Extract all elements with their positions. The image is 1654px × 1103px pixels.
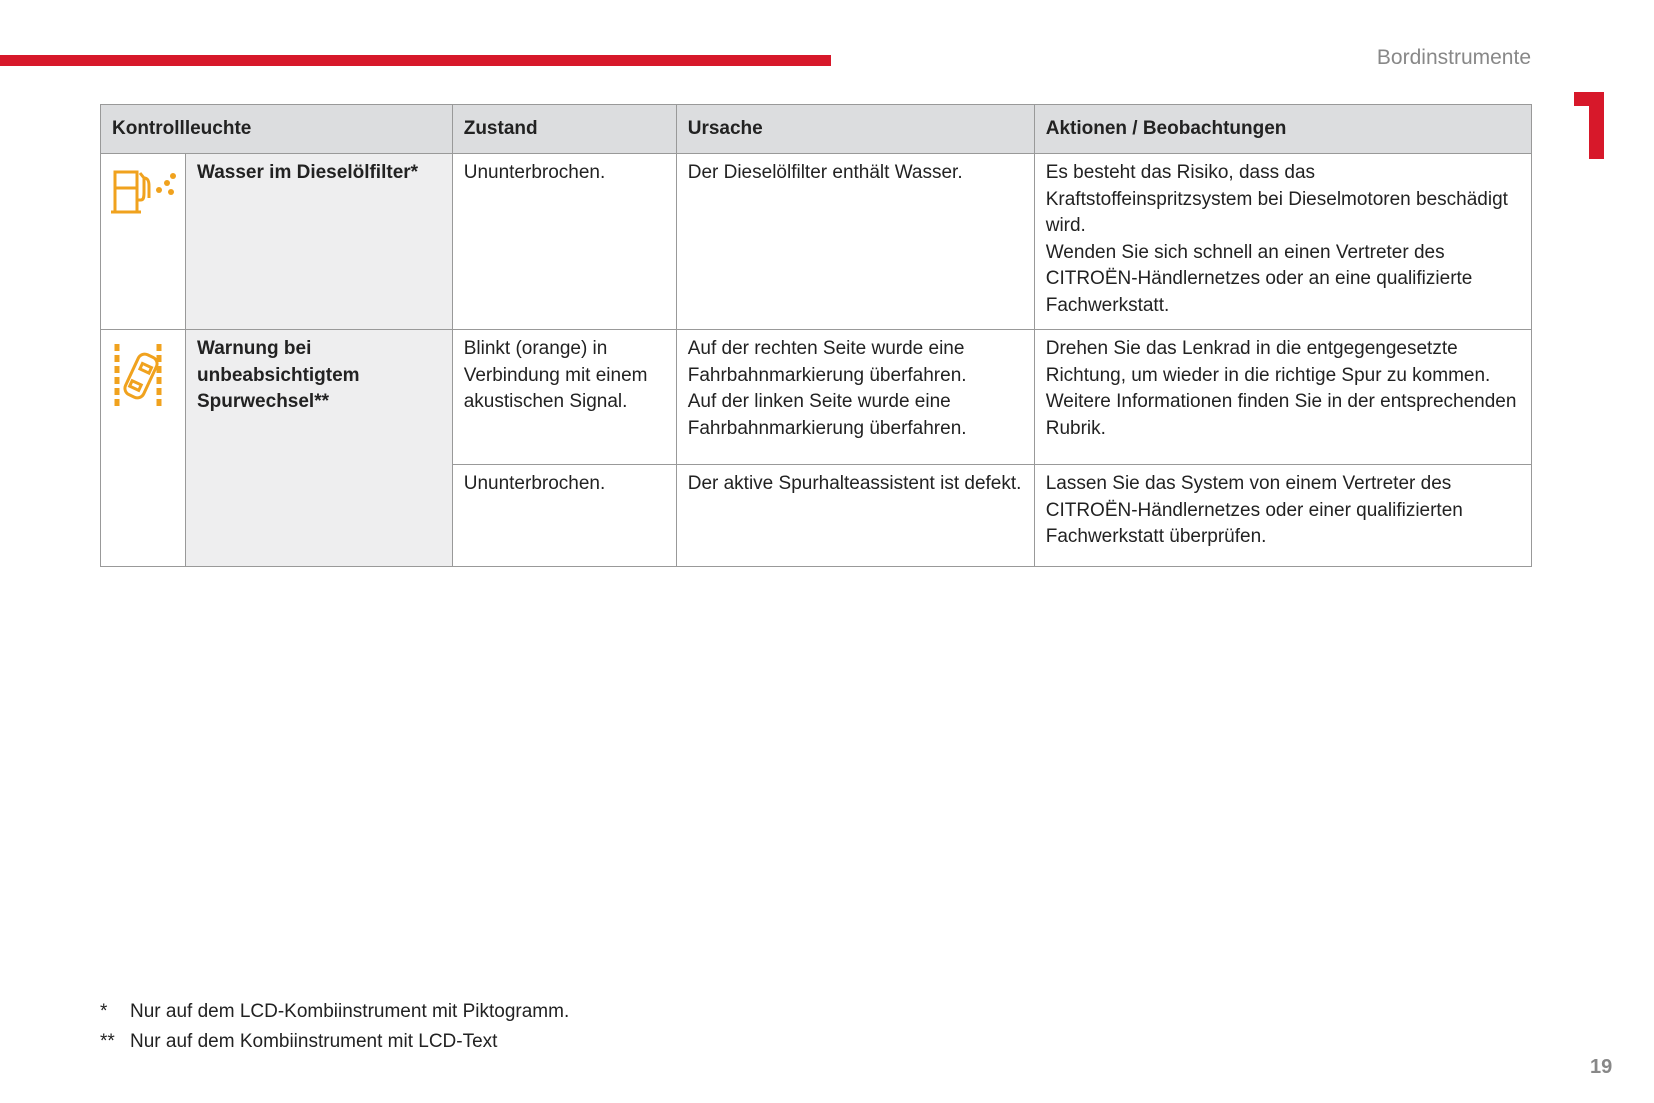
fuel-water-icon	[109, 166, 177, 218]
col-ursache: Ursache	[676, 105, 1034, 154]
aktionen-cell: Lassen Sie das System von einem Vertreter des CITROËN-Händlernetzes oder einer qualifizierten Fachwerkstatt überprüfen.	[1034, 465, 1531, 567]
aktionen-cell: Drehen Sie das Lenkrad in die entgegengesetzte Richtung, um wieder in die richtige Spur zu kommen. Weitere Informationen finden Sie in der entsprechenden Rubrik.	[1034, 330, 1531, 465]
icon-cell	[101, 330, 186, 567]
page-number: 19	[1590, 1056, 1613, 1078]
zustand-cell: Ununterbrochen.	[452, 465, 676, 567]
footnote: * Nur auf dem LCD-Kombiinstrument mit Piktogramm.	[100, 1001, 570, 1022]
col-zustand: Zustand	[452, 105, 676, 154]
aktionen-cell: Es besteht das Risiko, dass das Kraftstoffeinspritzsystem bei Dieselmotoren beschädigt wird. Wenden Sie sich schnell an einen Vertreter des CITROËN-Händlernetzes oder an eine qualifizierte Fachwerkstatt.	[1034, 154, 1531, 330]
warning-lights-table	[100, 104, 1532, 567]
chapter-number-1	[1574, 92, 1604, 159]
table-row	[101, 154, 1532, 330]
col-aktionen: Aktionen / Beobachtungen	[1034, 105, 1531, 154]
ursache-cell: Der aktive Spurhalteassistent ist defekt.	[676, 465, 1034, 567]
ursache-cell: Der Dieselölfilter enthält Wasser.	[676, 154, 1034, 330]
col-kontrollleuchte: Kontrollleuchte	[101, 105, 453, 154]
zustand-cell: Blinkt (orange) in Verbindung mit einem akustischen Signal.	[452, 330, 676, 465]
red-header-bar	[0, 55, 831, 66]
footnote: ** Nur auf dem Kombiinstrument mit LCD-Text	[100, 1031, 498, 1052]
zustand-cell: Ununterbrochen.	[452, 154, 676, 330]
icon-cell	[101, 154, 186, 330]
table-row	[101, 330, 1532, 465]
lane-departure-icon	[109, 342, 165, 408]
light-name: Warnung bei unbeabsichtigtem Spurwechsel**	[186, 330, 453, 567]
ursache-cell: Auf der rechten Seite wurde eine Fahrbahnmarkierung überfahren. Auf der linken Seite wurde eine Fahrbahnmarkierung überfahren.	[676, 330, 1034, 465]
light-name: Wasser im Dieselölfilter*	[186, 154, 453, 330]
section-title: Bordinstrumente	[1376, 46, 1531, 69]
table-header	[101, 105, 1532, 154]
